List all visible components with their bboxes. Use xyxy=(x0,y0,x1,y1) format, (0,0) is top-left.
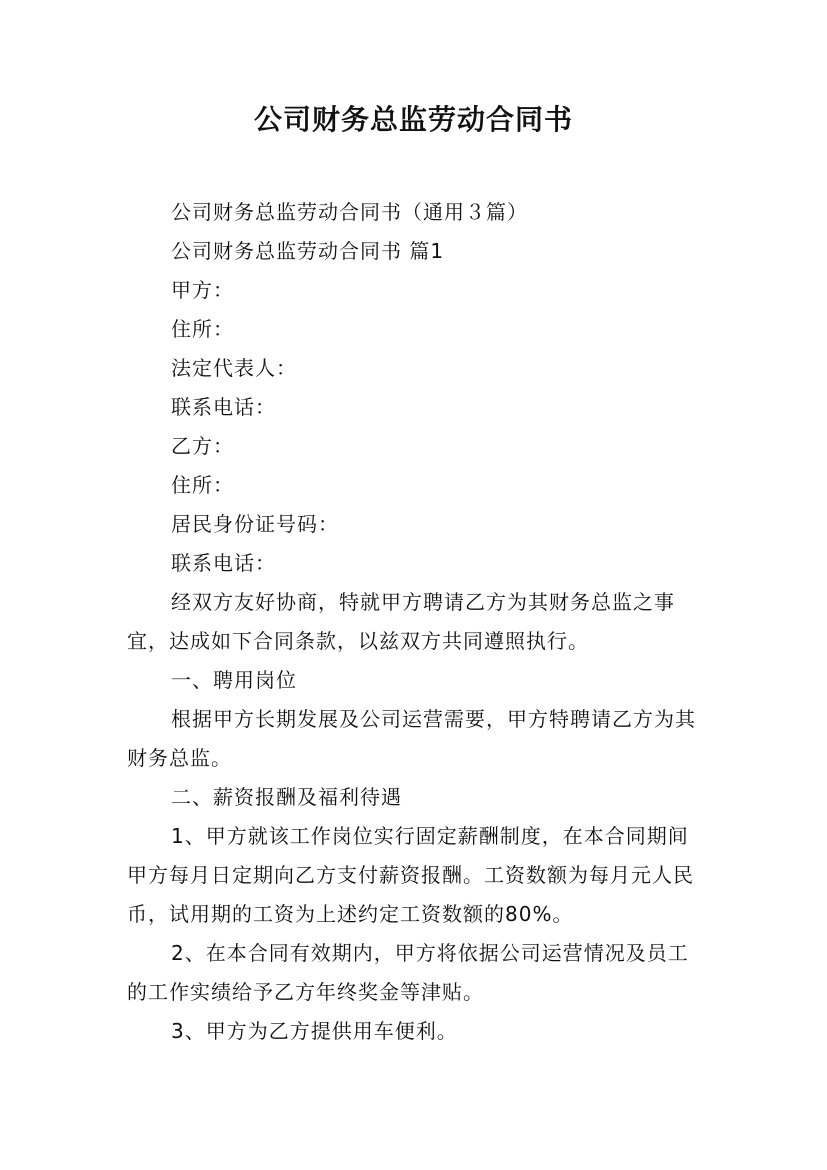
paragraph-salary-3: 3、甲方为乙方提供用车便利。 xyxy=(171,1019,458,1043)
party-a-label: 甲方： xyxy=(171,278,234,302)
paragraph-salary-2: 2、在本合同有效期内，甲方将依据公司运营情况及员工的工作实绩给予乙方年终奖金等津贴。 xyxy=(127,941,689,1004)
id-number-label: 居民身份证号码： xyxy=(171,512,339,536)
party-b-label: 乙方： xyxy=(171,434,234,458)
paragraph-salary-1: 1、甲方就该工作岗位实行固定薪酬制度，在本合同期间甲方每月日定期向乙方支付薪资报酬。工资数额为每月元人民币，试用期的工资为上述约定工资数额的80%。 xyxy=(127,824,694,926)
party-a-phone-label: 联系电话： xyxy=(171,395,276,419)
document-title: 公司财务总监劳动合同书 xyxy=(253,103,573,136)
legal-representative-label: 法定代表人： xyxy=(171,356,297,380)
document-body xyxy=(127,193,703,1051)
paragraph-section-title: 公司财务总监劳动合同书 篇1 xyxy=(171,239,445,263)
paragraph-heading: 公司财务总监劳动合同书（通用３篇） xyxy=(171,200,528,224)
paragraph-preamble: 经双方友好协商，特就甲方聘请乙方为其财务总监之事宜，达成如下合同条款，以兹双方共同遵照执行。 xyxy=(127,590,675,653)
section-heading-salary: 二、薪资报酬及福利待遇 xyxy=(171,785,402,809)
party-b-phone-label: 联系电话： xyxy=(171,551,276,575)
paragraph-position: 根据甲方长期发展及公司运营需要，甲方特聘请乙方为其财务总监。 xyxy=(127,707,696,770)
party-b-address-label: 住所： xyxy=(171,473,234,497)
party-a-address-label: 住所： xyxy=(171,317,234,341)
section-heading-position: 一、聘用岗位 xyxy=(171,668,297,692)
